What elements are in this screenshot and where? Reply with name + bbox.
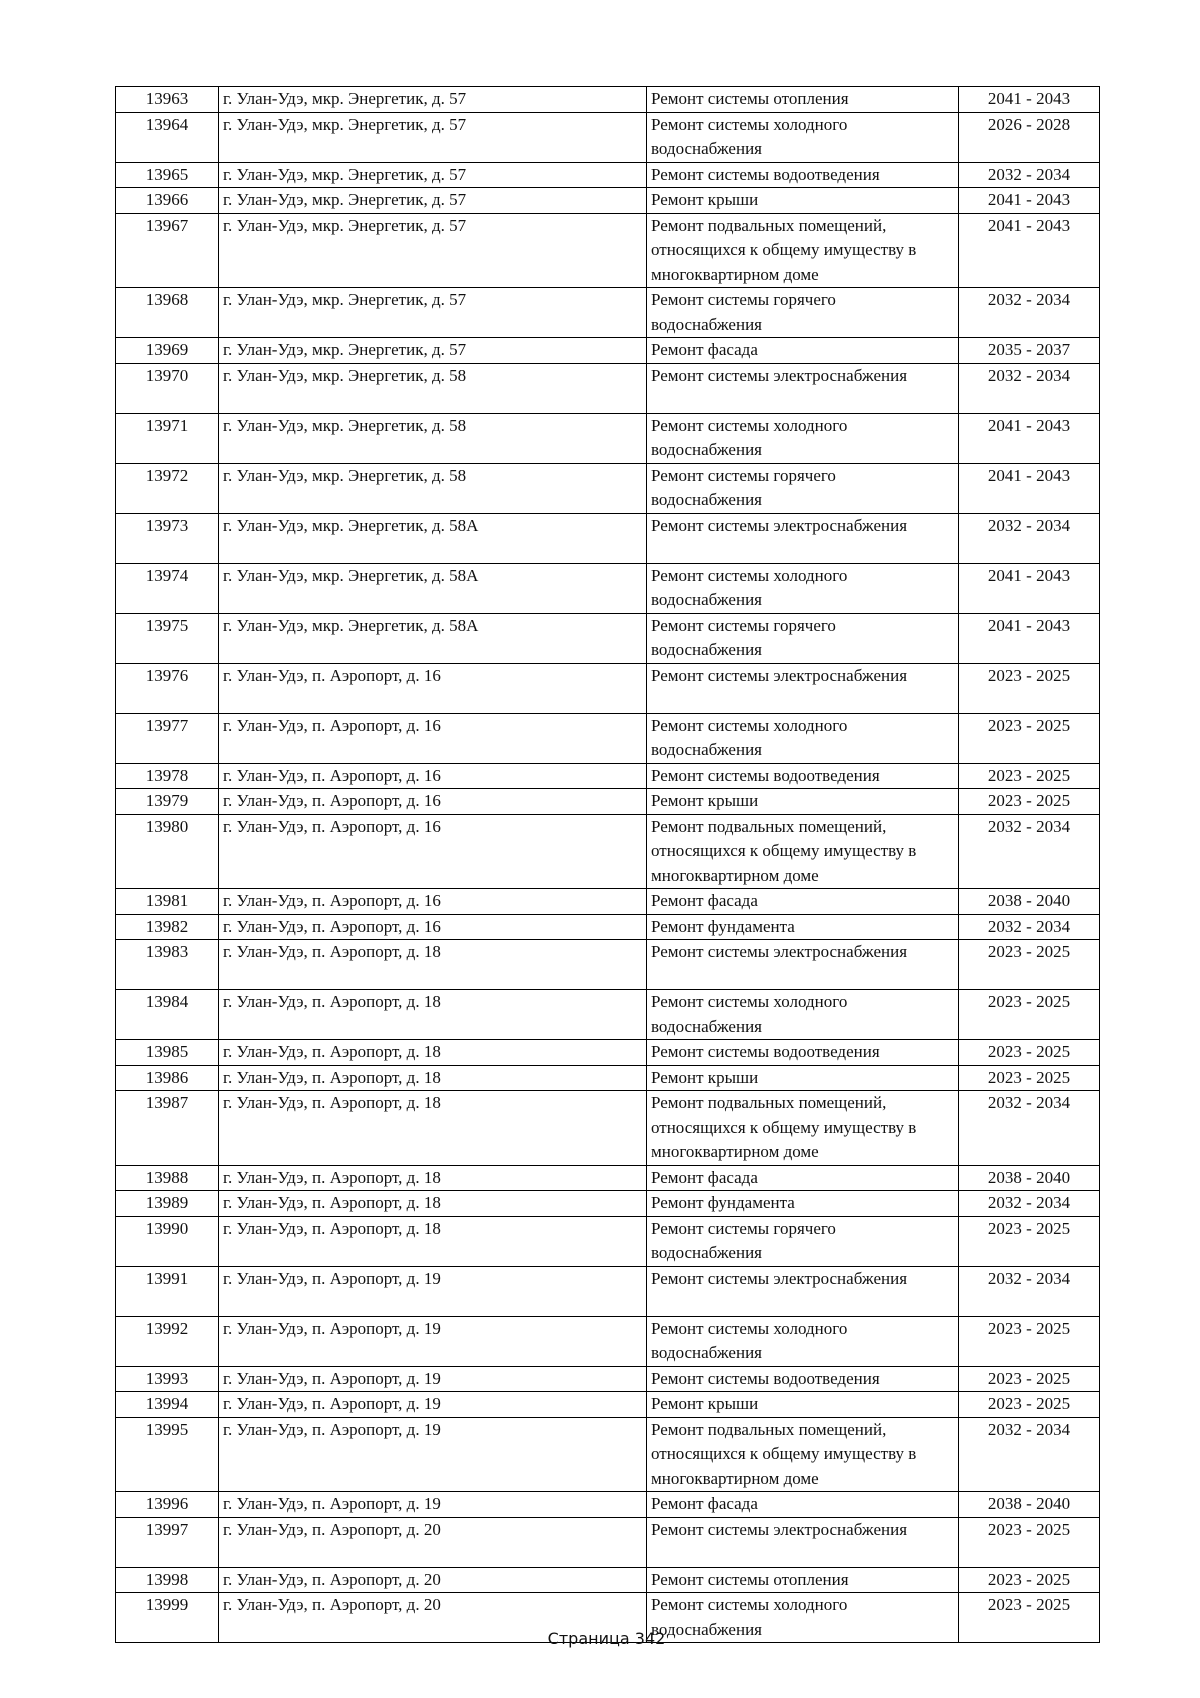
work-type-line — [651, 388, 954, 413]
work-type-cell — [647, 338, 959, 364]
period-cell: 2023 - 2025 — [959, 713, 1100, 763]
address-cell: г. Улан-Удэ, п. Аэропорт, д. 19 — [219, 1266, 647, 1316]
period-cell: 2032 - 2034 — [959, 513, 1100, 563]
period-cell: 2023 - 2025 — [959, 1065, 1100, 1091]
address-cell: г. Улан-Удэ, п. Аэропорт, д. 18 — [219, 990, 647, 1040]
table-row — [116, 1517, 1100, 1567]
address-cell: г. Улан-Удэ, п. Аэропорт, д. 16 — [219, 889, 647, 915]
table-row — [116, 814, 1100, 889]
period-cell: 2023 - 2025 — [959, 1593, 1100, 1643]
work-type-line: Ремонт фасада — [651, 1494, 758, 1513]
period-cell: 2023 - 2025 — [959, 990, 1100, 1040]
record-number-cell: 13986 — [116, 1065, 219, 1091]
period-cell: 2023 - 2025 — [959, 1517, 1100, 1567]
table-row — [116, 1567, 1100, 1593]
work-type-line: Ремонт крыши — [651, 791, 759, 810]
table-row — [116, 463, 1100, 513]
work-type-line: водоснабжения — [651, 1343, 762, 1362]
address-cell: г. Улан-Удэ, мкр. Энергетик, д. 58А — [219, 613, 647, 663]
work-type-cell — [647, 413, 959, 463]
record-number-cell: 13969 — [116, 338, 219, 364]
address-cell: г. Улан-Удэ, п. Аэропорт, д. 19 — [219, 1492, 647, 1518]
table-row — [116, 789, 1100, 815]
period-cell: 2032 - 2034 — [959, 914, 1100, 940]
table-row — [116, 914, 1100, 940]
address-cell: г. Улан-Удэ, мкр. Энергетик, д. 58 — [219, 413, 647, 463]
record-number-cell: 13980 — [116, 814, 219, 889]
table-row — [116, 188, 1100, 214]
record-number-cell: 13982 — [116, 914, 219, 940]
table-row — [116, 1091, 1100, 1166]
work-type-cell — [647, 513, 959, 563]
period-cell: 2023 - 2025 — [959, 789, 1100, 815]
address-cell: г. Улан-Удэ, мкр. Энергетик, д. 58 — [219, 463, 647, 513]
work-type-line: водоснабжения — [651, 1243, 762, 1262]
period-cell: 2032 - 2034 — [959, 1091, 1100, 1166]
table-row — [116, 889, 1100, 915]
work-type-line: Ремонт подвальных помещений, — [651, 1093, 887, 1112]
record-number-cell: 13997 — [116, 1517, 219, 1567]
record-number-cell: 13998 — [116, 1567, 219, 1593]
work-type-line: относящихся к общему имуществу в — [651, 841, 917, 860]
period-cell: 2023 - 2025 — [959, 663, 1100, 713]
address-cell: г. Улан-Удэ, п. Аэропорт, д. 16 — [219, 789, 647, 815]
address-cell: г. Улан-Удэ, п. Аэропорт, д. 16 — [219, 914, 647, 940]
address-cell: г. Улан-Удэ, п. Аэропорт, д. 18 — [219, 1040, 647, 1066]
table-row — [116, 1316, 1100, 1366]
record-number-cell: 13963 — [116, 87, 219, 113]
record-number-cell: 13995 — [116, 1417, 219, 1492]
work-type-line: Ремонт подвальных помещений, — [651, 215, 887, 235]
address-cell: г. Улан-Удэ, мкр. Энергетик, д. 57 — [219, 213, 647, 288]
record-number-cell: 13991 — [116, 1266, 219, 1316]
work-type-line — [651, 965, 954, 990]
record-number-cell: 13999 — [116, 1593, 219, 1643]
address-cell: г. Улан-Удэ, п. Аэропорт, д. 18 — [219, 1091, 647, 1166]
table-row — [116, 363, 1100, 413]
address-cell: г. Улан-Удэ, мкр. Энергетик, д. 57 — [219, 288, 647, 338]
work-type-cell — [647, 463, 959, 513]
address-cell: г. Улан-Удэ, мкр. Энергетик, д. 57 — [219, 338, 647, 364]
table-row — [116, 1191, 1100, 1217]
work-type-line — [651, 688, 954, 713]
record-number-cell: 13983 — [116, 940, 219, 990]
table-row — [116, 513, 1100, 563]
record-number-cell: 13977 — [116, 713, 219, 763]
address-cell: г. Улан-Удэ, мкр. Энергетик, д. 57 — [219, 188, 647, 214]
period-cell: 2041 - 2043 — [959, 213, 1100, 288]
address-cell: г. Улан-Удэ, мкр. Энергетик, д. 58А — [219, 513, 647, 563]
address-cell: г. Улан-Удэ, п. Аэропорт, д. 19 — [219, 1316, 647, 1366]
work-type-line: Ремонт системы электроснабжения — [651, 1268, 908, 1288]
work-type-line: Ремонт системы горячего — [651, 1218, 836, 1238]
address-cell: г. Улан-Удэ, мкр. Энергетик, д. 57 — [219, 112, 647, 162]
table-row — [116, 990, 1100, 1040]
period-cell: 2023 - 2025 — [959, 1040, 1100, 1066]
work-type-line: Ремонт системы электроснабжения — [651, 1519, 908, 1539]
table-row — [116, 413, 1100, 463]
address-cell: г. Улан-Удэ, п. Аэропорт, д. 20 — [219, 1567, 647, 1593]
period-cell: 2041 - 2043 — [959, 613, 1100, 663]
record-number-cell: 13990 — [116, 1216, 219, 1266]
work-type-line: Ремонт системы холодного — [651, 715, 848, 735]
period-cell: 2032 - 2034 — [959, 1191, 1100, 1217]
period-cell: 2032 - 2034 — [959, 162, 1100, 188]
repair-schedule-table — [115, 86, 1100, 1643]
work-type-line: Ремонт фундамента — [651, 1193, 795, 1212]
work-type-line: Ремонт системы электроснабжения — [651, 365, 908, 385]
work-type-line: Ремонт системы водоотведения — [651, 1368, 880, 1388]
work-type-line: водоснабжения — [651, 740, 762, 759]
period-cell: 2038 - 2040 — [959, 889, 1100, 915]
address-cell: г. Улан-Удэ, п. Аэропорт, д. 16 — [219, 663, 647, 713]
work-type-line: относящихся к общему имуществу в — [651, 1444, 917, 1463]
work-type-cell — [647, 1517, 959, 1567]
table-row — [116, 763, 1100, 789]
address-cell: г. Улан-Удэ, п. Аэропорт, д. 19 — [219, 1366, 647, 1392]
address-cell: г. Улан-Удэ, п. Аэропорт, д. 16 — [219, 763, 647, 789]
work-type-line: водоснабжения — [651, 640, 762, 659]
work-type-line: Ремонт крыши — [651, 1394, 759, 1413]
address-cell: г. Улан-Удэ, п. Аэропорт, д. 18 — [219, 940, 647, 990]
work-type-line: Ремонт фасада — [651, 891, 758, 910]
record-number-cell: 13987 — [116, 1091, 219, 1166]
period-cell: 2041 - 2043 — [959, 463, 1100, 513]
work-type-cell — [647, 889, 959, 915]
table-row — [116, 1040, 1100, 1066]
work-type-cell — [647, 1392, 959, 1418]
work-type-line: Ремонт фасада — [651, 1167, 758, 1187]
table-row — [116, 1392, 1100, 1418]
record-number-cell: 13994 — [116, 1392, 219, 1418]
period-cell: 2032 - 2034 — [959, 288, 1100, 338]
table-row — [116, 112, 1100, 162]
address-cell: г. Улан-Удэ, п. Аэропорт, д. 18 — [219, 1216, 647, 1266]
period-cell: 2032 - 2034 — [959, 1417, 1100, 1492]
record-number-cell: 13992 — [116, 1316, 219, 1366]
work-type-line: Ремонт системы водоотведения — [651, 164, 880, 184]
work-type-cell — [647, 1040, 959, 1066]
work-type-line: Ремонт системы водоотведения — [651, 1042, 880, 1061]
work-type-cell — [647, 213, 959, 288]
work-type-cell — [647, 663, 959, 713]
work-type-line — [651, 1291, 954, 1316]
record-number-cell: 13974 — [116, 563, 219, 613]
record-number-cell: 13993 — [116, 1366, 219, 1392]
record-number-cell: 13979 — [116, 789, 219, 815]
work-type-cell — [647, 162, 959, 188]
table-row — [116, 713, 1100, 763]
address-cell: г. Улан-Удэ, п. Аэропорт, д. 18 — [219, 1191, 647, 1217]
period-cell: 2023 - 2025 — [959, 1316, 1100, 1366]
table-row — [116, 940, 1100, 990]
period-cell: 2041 - 2043 — [959, 188, 1100, 214]
work-type-line: Ремонт системы холодного — [651, 1595, 848, 1614]
period-cell: 2023 - 2025 — [959, 1567, 1100, 1593]
work-type-line: Ремонт системы холодного — [651, 992, 848, 1011]
address-cell: г. Улан-Удэ, мкр. Энергетик, д. 58 — [219, 363, 647, 413]
work-type-cell — [647, 990, 959, 1040]
work-type-line: многоквартирном доме — [651, 1142, 819, 1161]
work-type-cell — [647, 1216, 959, 1266]
work-type-line: водоснабжения — [651, 490, 762, 509]
address-cell: г. Улан-Удэ, мкр. Энергетик, д. 58А — [219, 563, 647, 613]
work-type-cell — [647, 713, 959, 763]
work-type-cell — [647, 1065, 959, 1091]
period-cell: 2023 - 2025 — [959, 763, 1100, 789]
table-row — [116, 1366, 1100, 1392]
record-number-cell: 13989 — [116, 1191, 219, 1217]
work-type-line: Ремонт системы горячего — [651, 290, 836, 309]
work-type-cell — [647, 763, 959, 789]
record-number-cell: 13975 — [116, 613, 219, 663]
work-type-line: Ремонт фундамента — [651, 916, 795, 936]
work-type-cell — [647, 1191, 959, 1217]
table-body — [116, 87, 1100, 1643]
work-type-cell — [647, 1366, 959, 1392]
address-cell: г. Улан-Удэ, п. Аэропорт, д. 20 — [219, 1517, 647, 1567]
period-cell: 2041 - 2043 — [959, 413, 1100, 463]
address-cell: г. Улан-Удэ, п. Аэропорт, д. 16 — [219, 814, 647, 889]
work-type-cell — [647, 363, 959, 413]
address-cell: г. Улан-Удэ, п. Аэропорт, д. 18 — [219, 1065, 647, 1091]
work-type-line — [651, 1542, 954, 1567]
work-type-cell — [647, 188, 959, 214]
work-type-cell — [647, 1492, 959, 1518]
work-type-line: Ремонт системы электроснабжения — [651, 515, 908, 535]
work-type-cell — [647, 1266, 959, 1316]
work-type-cell — [647, 914, 959, 940]
work-type-line: Ремонт системы холодного — [651, 415, 848, 435]
address-cell: г. Улан-Удэ, мкр. Энергетик, д. 57 — [219, 87, 647, 113]
work-type-line: Ремонт системы холодного — [651, 1318, 848, 1338]
work-type-cell — [647, 613, 959, 663]
work-type-line: относящихся к общему имуществу в — [651, 1117, 917, 1137]
work-type-line: водоснабжения — [651, 590, 762, 609]
record-number-cell: 13964 — [116, 112, 219, 162]
work-type-line: Ремонт подвальных помещений, — [651, 816, 887, 836]
period-cell: 2023 - 2025 — [959, 1216, 1100, 1266]
table-row — [116, 1216, 1100, 1266]
record-number-cell: 13978 — [116, 763, 219, 789]
table-row — [116, 87, 1100, 113]
record-number-cell: 13981 — [116, 889, 219, 915]
work-type-line: Ремонт системы холодного — [651, 565, 848, 585]
page-number: Страница 342 — [547, 1629, 666, 1648]
record-number-cell: 13966 — [116, 188, 219, 214]
work-type-line: Ремонт системы водоотведения — [651, 765, 880, 785]
table-row — [116, 288, 1100, 338]
table-row — [116, 663, 1100, 713]
work-type-line: водоснабжения — [651, 440, 762, 459]
work-type-line: Ремонт системы горячего — [651, 615, 836, 635]
table-row — [116, 1065, 1100, 1091]
work-type-line: относящихся к общему имуществу в — [651, 240, 917, 259]
table-row — [116, 1165, 1100, 1191]
work-type-cell — [647, 1165, 959, 1191]
work-type-cell — [647, 940, 959, 990]
work-type-cell — [647, 1417, 959, 1492]
record-number-cell: 13996 — [116, 1492, 219, 1518]
table-row — [116, 213, 1100, 288]
period-cell: 2041 - 2043 — [959, 87, 1100, 113]
period-cell: 2032 - 2034 — [959, 1266, 1100, 1316]
period-cell: 2038 - 2040 — [959, 1492, 1100, 1518]
table-row — [116, 613, 1100, 663]
period-cell: 2023 - 2025 — [959, 940, 1100, 990]
work-type-line: Ремонт подвальных помещений, — [651, 1419, 887, 1439]
address-cell: г. Улан-Удэ, п. Аэропорт, д. 19 — [219, 1392, 647, 1418]
record-number-cell: 13967 — [116, 213, 219, 288]
address-cell: г. Улан-Удэ, п. Аэропорт, д. 18 — [219, 1165, 647, 1191]
record-number-cell: 13976 — [116, 663, 219, 713]
work-type-line: многоквартирном доме — [651, 264, 819, 284]
work-type-cell — [647, 288, 959, 338]
address-cell: г. Улан-Удэ, п. Аэропорт, д. 16 — [219, 713, 647, 763]
address-cell: г. Улан-Удэ, п. Аэропорт, д. 20 — [219, 1593, 647, 1643]
period-cell: 2038 - 2040 — [959, 1165, 1100, 1191]
work-type-line — [651, 538, 954, 563]
work-type-line: Ремонт системы электроснабжения — [651, 942, 908, 961]
work-type-line: многоквартирном доме — [651, 865, 819, 885]
work-type-line: Ремонт фасада — [651, 340, 758, 359]
work-type-line: многоквартирном доме — [651, 1468, 819, 1488]
address-cell: г. Улан-Удэ, п. Аэропорт, д. 19 — [219, 1417, 647, 1492]
table-row — [116, 162, 1100, 188]
work-type-line: водоснабжения — [651, 314, 762, 334]
record-number-cell: 13965 — [116, 162, 219, 188]
record-number-cell: 13984 — [116, 990, 219, 1040]
work-type-line: Ремонт системы холодного — [651, 114, 848, 134]
record-number-cell: 13970 — [116, 363, 219, 413]
table-row — [116, 338, 1100, 364]
work-type-cell — [647, 789, 959, 815]
period-cell: 2041 - 2043 — [959, 563, 1100, 613]
record-number-cell: 13985 — [116, 1040, 219, 1066]
work-type-cell — [647, 112, 959, 162]
work-type-line: Ремонт системы отопления — [651, 1569, 849, 1589]
work-type-cell — [647, 87, 959, 113]
work-type-line: водоснабжения — [651, 1016, 762, 1036]
work-type-cell — [647, 1316, 959, 1366]
work-type-cell — [647, 1567, 959, 1593]
work-type-line: Ремонт крыши — [651, 1067, 759, 1087]
work-type-line: Ремонт системы отопления — [651, 89, 849, 108]
table-row — [116, 563, 1100, 613]
period-cell: 2032 - 2034 — [959, 363, 1100, 413]
work-type-line: Ремонт системы электроснабжения — [651, 665, 908, 685]
work-type-cell — [647, 814, 959, 889]
work-type-line: Ремонт крыши — [651, 190, 759, 209]
table-row — [116, 1417, 1100, 1492]
record-number-cell: 13972 — [116, 463, 219, 513]
period-cell: 2023 - 2025 — [959, 1392, 1100, 1418]
table-row — [116, 1492, 1100, 1518]
record-number-cell: 13973 — [116, 513, 219, 563]
work-type-line: водоснабжения — [651, 139, 762, 158]
record-number-cell: 13971 — [116, 413, 219, 463]
work-type-cell — [647, 563, 959, 613]
work-type-line: водоснабжения — [651, 1619, 762, 1639]
period-cell: 2023 - 2025 — [959, 1366, 1100, 1392]
address-cell: г. Улан-Удэ, мкр. Энергетик, д. 57 — [219, 162, 647, 188]
period-cell: 2035 - 2037 — [959, 338, 1100, 364]
table-row — [116, 1266, 1100, 1316]
work-type-line: Ремонт системы горячего — [651, 465, 836, 485]
record-number-cell: 13968 — [116, 288, 219, 338]
record-number-cell: 13988 — [116, 1165, 219, 1191]
period-cell: 2026 - 2028 — [959, 112, 1100, 162]
work-type-cell — [647, 1091, 959, 1166]
period-cell: 2032 - 2034 — [959, 814, 1100, 889]
